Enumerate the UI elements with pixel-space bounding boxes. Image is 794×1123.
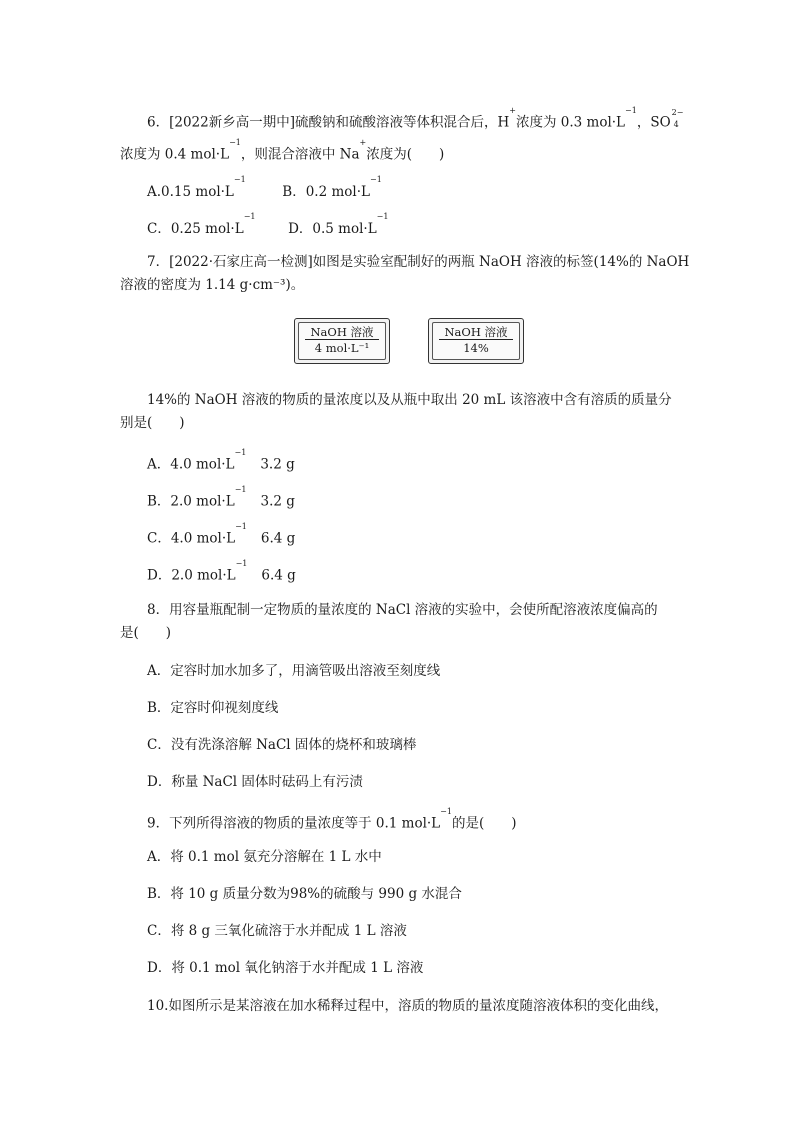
q8-stem-line2: 是( ) bbox=[120, 625, 172, 641]
q6-options-row1 bbox=[147, 175, 382, 201]
q8-option-a: A．定容时加水加多了，用滴管吸出溶液至刻度线 bbox=[147, 663, 441, 679]
q7-option-d: D．2.0 $mol\cdot L^{-1}6.4$ g bbox=[147, 559, 296, 584]
bottle-label-4mol-bottom: 4 mol·L⁻¹ bbox=[314, 341, 370, 355]
q6-option-d: D．0.5 $mol\cdot L^{-1}$ bbox=[288, 212, 389, 237]
q6-option-b: B．0.2 $mol\cdot L^{-1}$ bbox=[282, 175, 382, 200]
bottle-label-4mol bbox=[294, 318, 390, 364]
sulfate-ion-scripts: 2− 4 bbox=[671, 108, 684, 129]
q7-sub-line1: 14%的 NaOH 溶液的物质的量浓度以及从瓶中取出 20 mL 该溶液中含有溶质的质量分 bbox=[147, 392, 672, 408]
q9-option-a: A．将 0.1 mol 氨充分溶解在 1 L 水中 bbox=[147, 849, 382, 865]
q6-option-c: C．0.25 $mol\cdot L^{-1}$ bbox=[147, 212, 256, 237]
q10-stem-line1: 10.如图所示是某溶液在加水稀释过程中，溶质的物质的量浓度随溶液体积的变化曲线， bbox=[147, 998, 668, 1014]
q7-option-c: C．4.0 $mol\cdot L^{-1}6.4$ g bbox=[147, 522, 296, 547]
q9-stem: 9．下列所得溶液的物质的量浓度等于 0.1 $mol\cdot L^{-1}$的是( ) bbox=[147, 807, 517, 832]
q9-option-b: B．将 10 g 质量分数为98%的硫酸与 990 g 水混合 bbox=[147, 886, 462, 902]
q7-stem-line1: 7．[2022·石家庄高一检测]如图是实验室配制好的两瓶 NaOH 溶液的标签(14%的 NaOH bbox=[147, 254, 690, 270]
q7-option-b: B．2.0 $mol\cdot L^{-1}3.2$ g bbox=[147, 485, 295, 510]
bottle-label-14pct bbox=[428, 318, 524, 364]
q8-option-b: B．定容时仰视刻度线 bbox=[147, 700, 279, 716]
q9-option-c: C．将 8 g 三氧化硫溶于水并配成 1 L 溶液 bbox=[147, 923, 407, 939]
q7-option-a: A．4.0 $mol\cdot L^{-1}3.2$ g bbox=[147, 448, 295, 473]
q6-stem-line2: 浓度为 0.4 $mol\cdot L^{-1}$，则混合溶液中 Na+浓度为( ) bbox=[120, 138, 445, 163]
q6-options-row2 bbox=[147, 212, 389, 238]
bottle-label-14pct-top: NaOH 溶液 bbox=[444, 325, 508, 339]
q8-option-d: D．称量 NaCl 固体时砝码上有污渍 bbox=[147, 774, 363, 790]
q7-stem-line2: 溶液的密度为 1.14 g·cm⁻³)。 bbox=[120, 277, 305, 293]
q8-option-c: C．没有洗涤溶解 NaCl 固体的烧杯和玻璃棒 bbox=[147, 737, 417, 753]
bottle-label-4mol-top: NaOH 溶液 bbox=[310, 325, 374, 339]
bottle-label-14pct-bottom: 14% bbox=[463, 341, 489, 355]
q6-stem-line1: 6．[2022新乡高一期中]硫酸钠和硫酸溶液等体积混合后，H+浓度为 0.3 $mol\cdot L^{-1}$，SO 2− 4 bbox=[147, 106, 684, 131]
q8-stem-line1: 8．用容量瓶配制一定物质的量浓度的 NaCl 溶液的实验中，会使所配溶液浓度偏高的 bbox=[147, 602, 658, 618]
q6-option-a: A.0.15 $mol\cdot L^{-1}$ bbox=[147, 175, 246, 200]
q9-option-d: D．将 0.1 mol 氧化钠溶于水并配成 1 L 溶液 bbox=[147, 960, 424, 976]
q7-sub-line2: 别是( ) bbox=[120, 415, 185, 431]
